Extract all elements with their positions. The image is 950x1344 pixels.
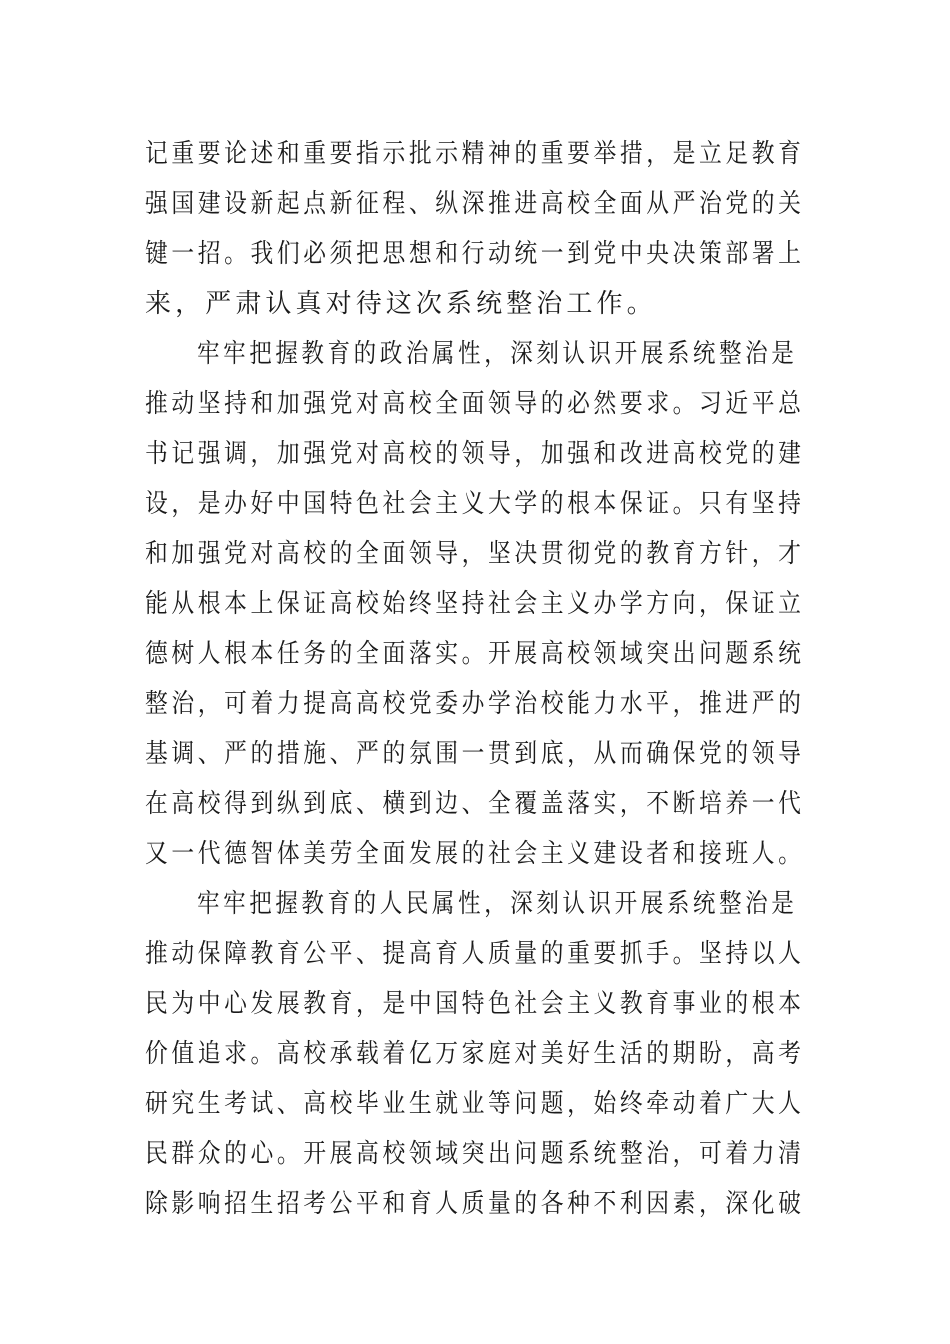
text-line: 基调、严的措施、严的氛围一贯到底，从而确保党的领导 bbox=[145, 739, 805, 769]
text-line: 设，是办好中国特色社会主义大学的根本保证。只有坚持 bbox=[145, 489, 805, 519]
paragraph-2 bbox=[145, 329, 805, 879]
text-line: 研究生考试、高校毕业生就业等问题，始终牵动着广大人 bbox=[145, 1089, 805, 1119]
text-line: 牢牢把握教育的政治属性，深刻认识开展系统整治是 bbox=[197, 339, 798, 369]
text-line: 牢牢把握教育的人民属性，深刻认识开展系统整治是 bbox=[197, 889, 798, 919]
text-line: 民为中心发展教育，是中国特色社会主义教育事业的根本 bbox=[145, 989, 805, 1019]
text-line: 又一代德智体美劳全面发展的社会主义建设者和接班人。 bbox=[145, 839, 805, 869]
text-line: 推动保障教育公平、提高育人质量的重要抓手。坚持以人 bbox=[145, 939, 805, 969]
paragraph-3 bbox=[145, 879, 805, 1229]
paragraph-1 bbox=[145, 129, 805, 329]
document-body bbox=[145, 129, 805, 1229]
text-line: 强国建设新起点新征程、纵深推进高校全面从严治党的关 bbox=[145, 189, 805, 219]
text-line: 能从根本上保证高校始终坚持社会主义办学方向，保证立 bbox=[145, 589, 805, 619]
text-line: 德树人根本任务的全面落实。开展高校领域突出问题系统 bbox=[145, 639, 805, 669]
text-line: 除影响招生招考公平和育人质量的各种不利因素，深化破 bbox=[145, 1189, 805, 1219]
text-line: 推动坚持和加强党对高校全面领导的必然要求。习近平总 bbox=[145, 389, 805, 419]
text-line: 整治，可着力提高高校党委办学治校能力水平，推进严的 bbox=[145, 689, 805, 719]
text-line: 记重要论述和重要指示批示精神的重要举措，是立足教育 bbox=[145, 139, 805, 169]
text-line: 键一招。我们必须把思想和行动统一到党中央决策部署上 bbox=[145, 239, 805, 269]
text-line: 来，严肃认真对待这次系统整治工作。 bbox=[145, 289, 657, 319]
text-line: 民群众的心。开展高校领域突出问题系统整治，可着力清 bbox=[145, 1139, 805, 1169]
text-line: 和加强党对高校的全面领导，坚决贯彻党的教育方针，才 bbox=[145, 539, 805, 569]
text-line: 价值追求。高校承载着亿万家庭对美好生活的期盼，高考 bbox=[145, 1039, 805, 1069]
text-line: 在高校得到纵到底、横到边、全覆盖落实，不断培养一代 bbox=[145, 789, 805, 819]
text-line: 书记强调，加强党对高校的领导，加强和改进高校党的建 bbox=[145, 439, 805, 469]
